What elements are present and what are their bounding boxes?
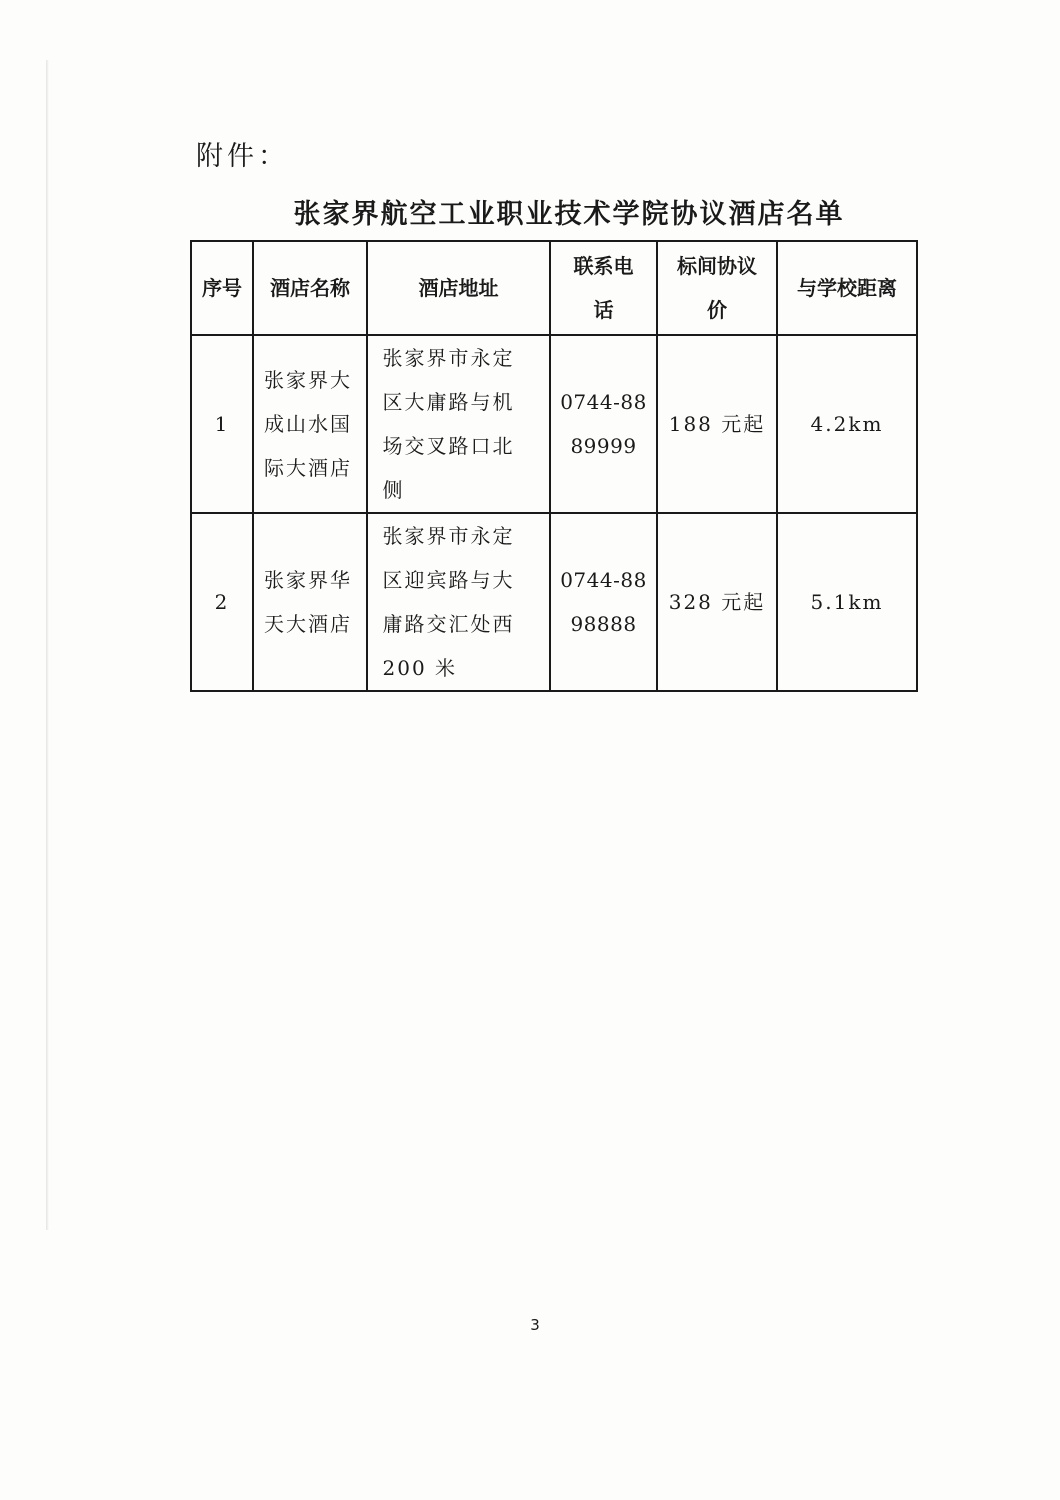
cell-distance: 4.2km <box>777 335 917 513</box>
header-name: 酒店名称 <box>253 241 367 335</box>
cell-phone: 0744-8889999 <box>550 335 657 513</box>
cell-distance: 5.1km <box>777 513 917 691</box>
table-row <box>191 335 917 513</box>
cell-price: 328 元起 <box>657 513 777 691</box>
cell-name: 张家界华天大酒店 <box>253 513 367 691</box>
header-distance: 与学校距离 <box>777 241 917 335</box>
scan-edge-shadow <box>46 60 49 1230</box>
document-title: 张家界航空工业职业技术学院协议酒店名单 <box>293 199 845 230</box>
table-row <box>191 513 917 691</box>
header-price: 标间协议价 <box>657 241 777 335</box>
header-phone: 联系电话 <box>550 241 657 335</box>
cell-phone: 0744-8898888 <box>550 513 657 691</box>
attachment-label: 附件： <box>196 141 289 172</box>
cell-address: 张家界市永定区迎宾路与大庸路交汇处西 200 米 <box>367 513 550 691</box>
table-header-row <box>191 241 917 335</box>
hotel-table <box>190 240 918 692</box>
page-number: 3 <box>530 1316 540 1334</box>
cell-name: 张家界大成山水国际大酒店 <box>253 335 367 513</box>
cell-index: 2 <box>191 513 253 691</box>
cell-price: 188 元起 <box>657 335 777 513</box>
header-address: 酒店地址 <box>367 241 550 335</box>
cell-index: 1 <box>191 335 253 513</box>
header-index: 序号 <box>191 241 253 335</box>
cell-address: 张家界市永定区大庸路与机场交叉路口北侧 <box>367 335 550 513</box>
